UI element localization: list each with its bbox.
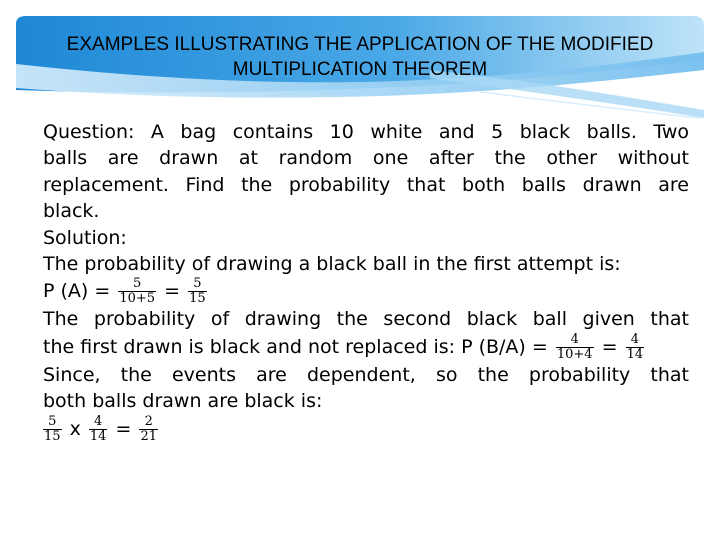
question-line-1: Question: A bag contains 10 white and 5 black balls. Two: [43, 121, 689, 143]
question-line-4: black.: [43, 200, 100, 223]
fraction-denominator: 21: [140, 428, 157, 444]
times-sign: x: [69, 417, 81, 440]
slide-title: [0, 32, 720, 82]
fraction-denominator: 10+4: [556, 346, 593, 362]
fraction-4-over-14: [626, 333, 645, 362]
fraction-2-over-21: [139, 415, 158, 444]
fraction-numerator: 5: [133, 276, 142, 292]
question-line-3: replacement. Find the probability that both balls drawn are: [43, 173, 689, 196]
fraction-denominator: 14: [89, 428, 107, 444]
fraction-denominator: 15: [44, 428, 61, 444]
step1-text: The probability of drawing a black ball in the first attempt is:: [43, 253, 621, 276]
slide-title-line1: EXAMPLES ILLUSTRATING THE APPLICATION OF THE MODIFIED: [66, 34, 654, 55]
step2-formula-line: [43, 333, 689, 362]
equals-sign: =: [601, 335, 618, 358]
fraction-5-over-15: [43, 415, 62, 444]
fraction-numerator: 5: [48, 413, 57, 429]
fraction-5-over-10-plus-5: [118, 277, 156, 306]
fraction-numerator: 4: [630, 331, 639, 347]
step3-formula: [43, 415, 689, 444]
solution-label: Solution:: [43, 226, 127, 249]
step2-line-1: The probability of drawing the second black ball given that: [43, 308, 689, 331]
slide-title-line2: MULTIPLICATION THEOREM: [232, 59, 488, 80]
slide-body: [43, 119, 689, 444]
step2-line-2: the first drawn is black and not replaced is: P (B/A) =: [43, 335, 548, 358]
fraction-numerator: 2: [144, 413, 153, 429]
step3-line-1: Since, the events are dependent, so the probability that: [43, 363, 689, 386]
step1-lhs: P (A) =: [43, 280, 111, 303]
fraction-numerator: 4: [570, 331, 579, 347]
step3-line-2: both balls drawn are black is:: [43, 390, 323, 413]
fraction-numerator: 4: [94, 413, 103, 429]
fraction-denominator: 14: [626, 346, 644, 362]
equals-sign: =: [164, 280, 181, 303]
fraction-5-over-15: [188, 277, 207, 306]
fraction-denominator: 10+5: [119, 291, 156, 307]
fraction-4-over-10-plus-4: [556, 333, 594, 362]
step1-formula: [43, 277, 689, 306]
question-line-2: balls are drawn at random one after the other without: [43, 147, 689, 170]
fraction-numerator: 5: [193, 276, 202, 292]
fraction-4-over-14: [89, 415, 108, 444]
equals-sign: =: [115, 417, 132, 440]
fraction-denominator: 15: [189, 291, 206, 307]
